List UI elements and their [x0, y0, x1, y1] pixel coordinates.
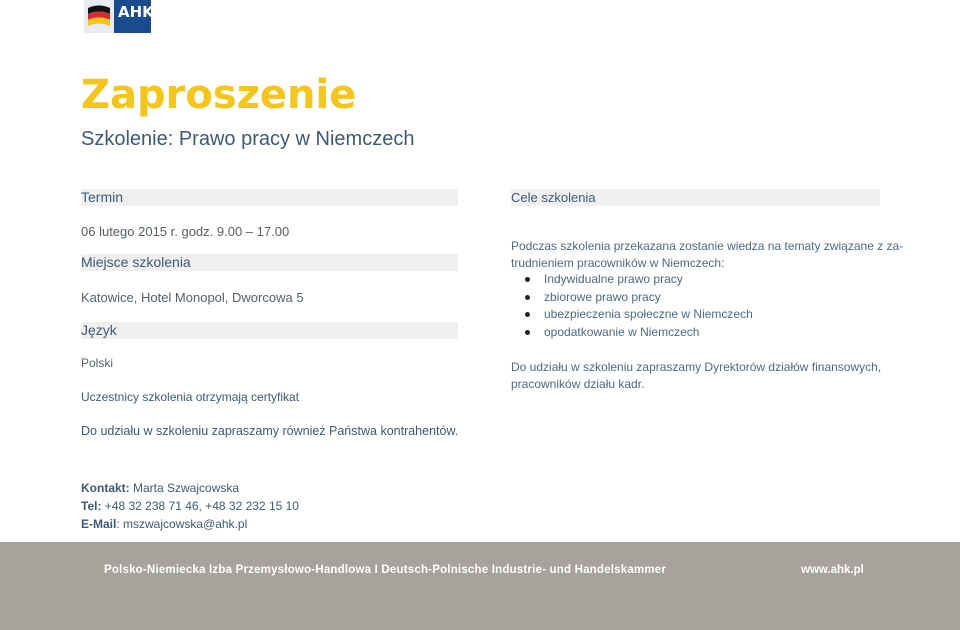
list-item: zbiorowe prawo pracy: [511, 290, 753, 308]
contact-name-line: [81, 481, 239, 495]
logo-text: AHK: [118, 3, 154, 21]
also-invited-note: Do udziału w szkoleniu zapraszamy również Państwa kontrahentów.: [81, 424, 459, 438]
miejsce-value: Katowice, Hotel Monopol, Dworcowa 5: [81, 290, 304, 305]
kontakt-label: Kontakt:: [81, 481, 130, 495]
cele-intro-line2: trudnieniem pracowników w Niemczech:: [511, 256, 725, 270]
termin-heading: Termin: [81, 189, 458, 206]
kontakt-value: Marta Szwajcowska: [129, 481, 240, 495]
footer-website-link[interactable]: www.ahk.pl: [801, 564, 864, 576]
tel-value: +48 32 238 71 46, +48 32 232 15 10: [101, 499, 299, 513]
cele-bullet-list: [511, 272, 753, 342]
email-value[interactable]: : mszwajcowska@ahk.pl: [116, 517, 248, 531]
invite-line2: pracowników działu kadr.: [511, 377, 645, 391]
page-subtitle: Szkolenie: Prawo pracy w Niemczech: [81, 128, 415, 150]
jezyk-heading: Język: [81, 322, 458, 339]
certyfikat-note: Uczestnicy szkolenia otrzymają certyfikat: [81, 390, 300, 404]
invite-line1: Do udziału w szkoleniu zapraszamy Dyrektorów działów finansowych,: [511, 360, 882, 374]
contact-email-line: [81, 517, 247, 531]
list-item: ubezpieczenia społeczne w Niemczech: [511, 307, 753, 325]
termin-value: 06 lutego 2015 r. godz. 9.00 – 17.00: [81, 224, 290, 239]
cele-intro-line1: Podczas szkolenia przekazana zostanie wiedza na tematy związane z za-: [511, 239, 904, 253]
list-item: Indywidualne prawo pracy: [511, 272, 753, 290]
cele-heading: Cele szkolenia: [511, 189, 880, 206]
jezyk-value: Polski: [81, 356, 114, 370]
miejsce-heading: Miejsce szkolenia: [81, 254, 458, 271]
footer-chamber-name: Polsko-Niemiecka Izba Przemysłowo-Handlowa I Deutsch-Polnische Industrie- und Handelskammer: [104, 564, 667, 576]
ahk-logo: [84, 0, 154, 33]
list-item: opodatkowanie w Niemczech: [511, 325, 753, 343]
contact-phone-line: [81, 499, 299, 513]
footer-bar: [0, 542, 960, 630]
tel-label: Tel:: [81, 499, 102, 513]
email-label: E-Mail: [81, 517, 117, 531]
page-title: Zaproszenie: [81, 72, 357, 118]
